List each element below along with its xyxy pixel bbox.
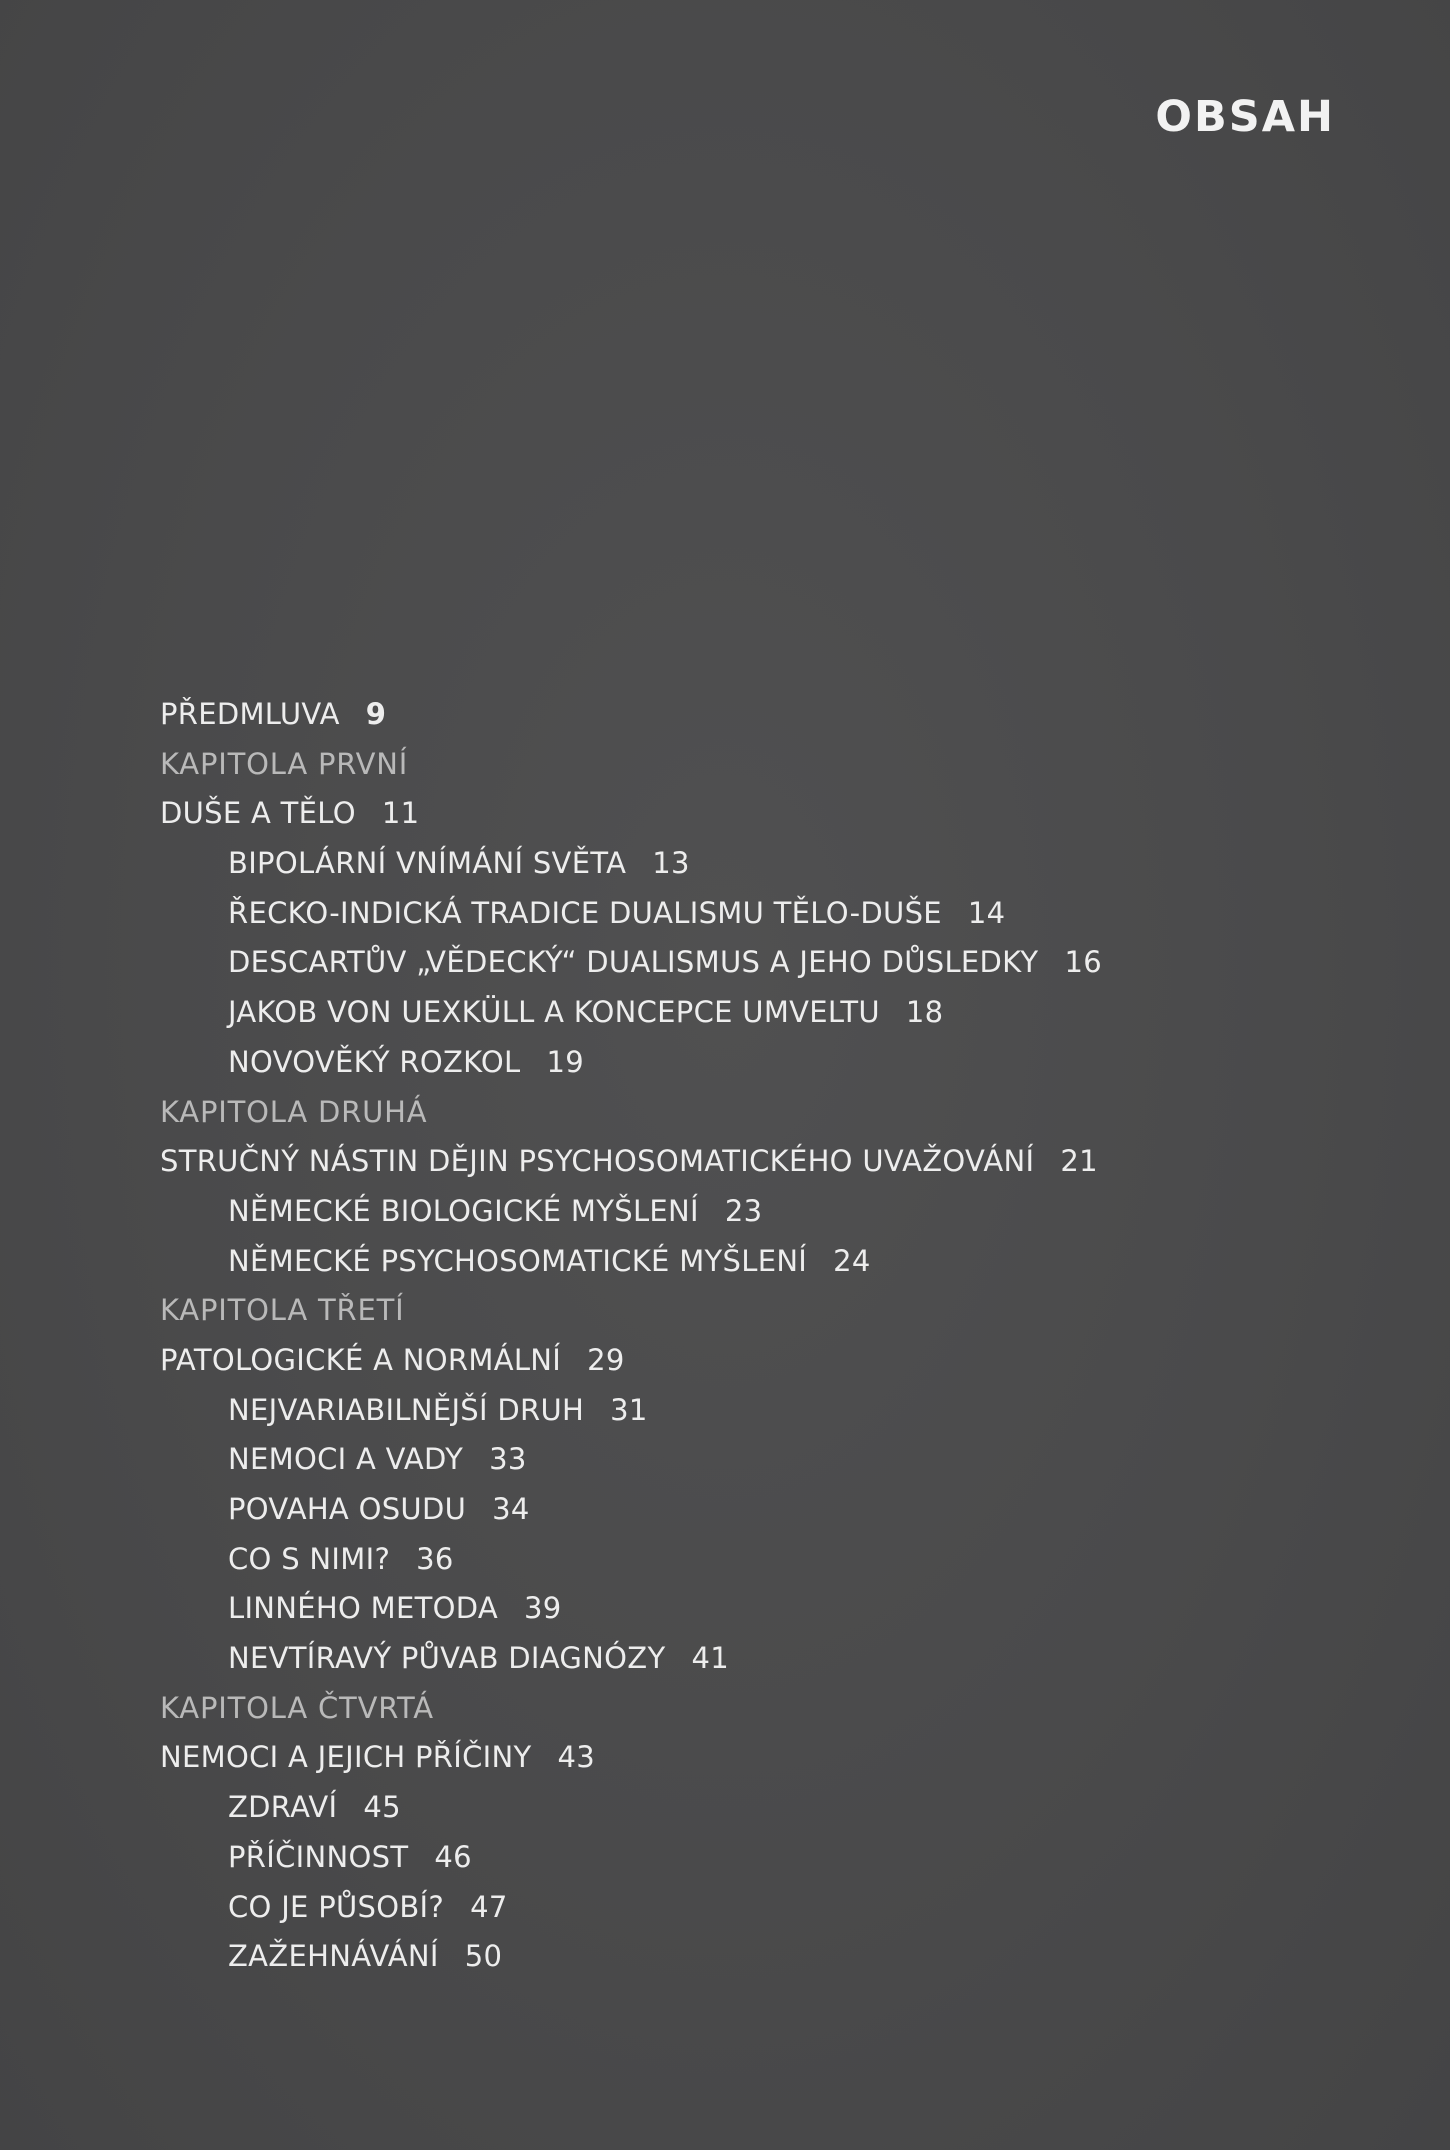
toc-page-number: 39 [524,1591,562,1626]
toc-page-number: 45 [363,1790,401,1825]
page-title: OBSAH [1155,92,1335,142]
toc-section [160,1883,1310,1933]
toc-entry-preface [160,690,1310,740]
toc-section-title: NEVTÍRAVÝ PŮVAB DIAGNÓZY [228,1641,666,1676]
toc-section-title: CO JE PŮSOBÍ? [228,1889,445,1924]
toc-page-number: 50 [464,1939,503,1974]
toc-section [160,1485,1310,1535]
toc-section-title: CO S NIMI? [228,1541,391,1576]
toc-chapter-title [160,789,1310,839]
toc-page-number: 19 [546,1044,585,1079]
toc-section-title: ZDRAVÍ [228,1790,338,1825]
toc-entry-title: STRUČNÝ NÁSTIN DĚJIN PSYCHOSOMATICKÉHO UVAŽOVÁNÍ [160,1144,1035,1179]
toc-section [160,988,1310,1038]
toc-section-title: NEMOCI A VADY [228,1442,464,1477]
toc-section [160,1833,1310,1883]
table-of-contents [160,690,1310,1982]
toc-section-title: NEJVARIABILNĚJŠÍ DRUH [228,1392,585,1427]
toc-section-title: NĚMECKÉ PSYCHOSOMATICKÉ MYŠLENÍ [228,1243,808,1278]
toc-page-number: 33 [489,1442,527,1477]
toc-entry-title: DUŠE A TĚLO [160,796,356,831]
toc-chapter-title [160,1733,1310,1783]
toc-page-number: 13 [652,846,690,881]
toc-page-number: 18 [905,995,944,1030]
toc-page-number: 21 [1060,1144,1098,1179]
chapter-label-text: KAPITOLA PRVNÍ [160,746,409,781]
toc-section [160,1634,1310,1684]
toc-page-number: 9 [365,697,387,731]
toc-section [160,1932,1310,1982]
toc-section [160,1584,1310,1634]
toc-section [160,889,1310,939]
toc-page-number: 41 [691,1641,729,1676]
toc-section-title: ZAŽEHNÁVÁNÍ [228,1939,439,1974]
chapter-label-text: KAPITOLA TŘETÍ [160,1293,405,1328]
toc-section [160,1038,1310,1088]
chapter-label-text: KAPITOLA ČTVRTÁ [160,1690,434,1725]
toc-page-number: 46 [434,1839,472,1874]
toc-section [160,1237,1310,1287]
toc-section [160,839,1310,889]
toc-chapter-title [160,1137,1310,1187]
toc-entry-title: PATOLOGICKÉ A NORMÁLNÍ [160,1342,562,1377]
toc-entry-title: PŘEDMLUVA [160,697,340,731]
toc-section [160,1535,1310,1585]
toc-page-number: 24 [833,1243,871,1278]
toc-section-title: DESCARTŮV „VĚDECKÝ“ DUALISMUS A JEHO DŮSLEDKY [228,945,1039,980]
toc-section-title: LINNÉHO METODA [228,1591,499,1626]
toc-entry-title: NEMOCI A JEJICH PŘÍČINY [160,1740,532,1775]
chapter-label-text: KAPITOLA DRUHÁ [160,1094,428,1129]
chapter-label [160,1286,1310,1336]
chapter-label [160,1088,1310,1138]
toc-section-title: NOVOVĚKÝ ROZKOL [228,1044,521,1079]
toc-page-number: 34 [492,1492,530,1526]
toc-section-title: BIPOLÁRNÍ VNÍMÁNÍ SVĚTA [228,846,627,881]
toc-page-number: 23 [724,1193,763,1228]
toc-section-title: NĚMECKÉ BIOLOGICKÉ MYŠLENÍ [228,1193,699,1228]
toc-page-number: 16 [1064,945,1102,980]
toc-page-number: 29 [587,1342,625,1377]
toc-page-number: 36 [416,1541,454,1576]
toc-section [160,1187,1310,1237]
toc-page-number: 11 [381,796,420,831]
toc-page-number: 14 [967,895,1006,930]
toc-section-title: JAKOB VON UEXKÜLL A KONCEPCE UMVELTU [228,995,880,1030]
toc-page-number: 31 [610,1392,648,1427]
toc-section [160,938,1310,988]
toc-page-number: 47 [470,1889,508,1924]
toc-section [160,1783,1310,1833]
chapter-label [160,740,1310,790]
toc-section [160,1386,1310,1436]
chapter-label [160,1684,1310,1734]
toc-chapter-title [160,1336,1310,1386]
toc-section-title: ŘECKO-INDICKÁ TRADICE DUALISMU TĚLO-DUŠE [228,895,942,930]
toc-page-number: 43 [557,1740,596,1775]
toc-section [160,1435,1310,1485]
toc-section-title: PŘÍČINNOST [228,1839,409,1874]
toc-section-title: POVAHA OSUDU [228,1492,467,1526]
